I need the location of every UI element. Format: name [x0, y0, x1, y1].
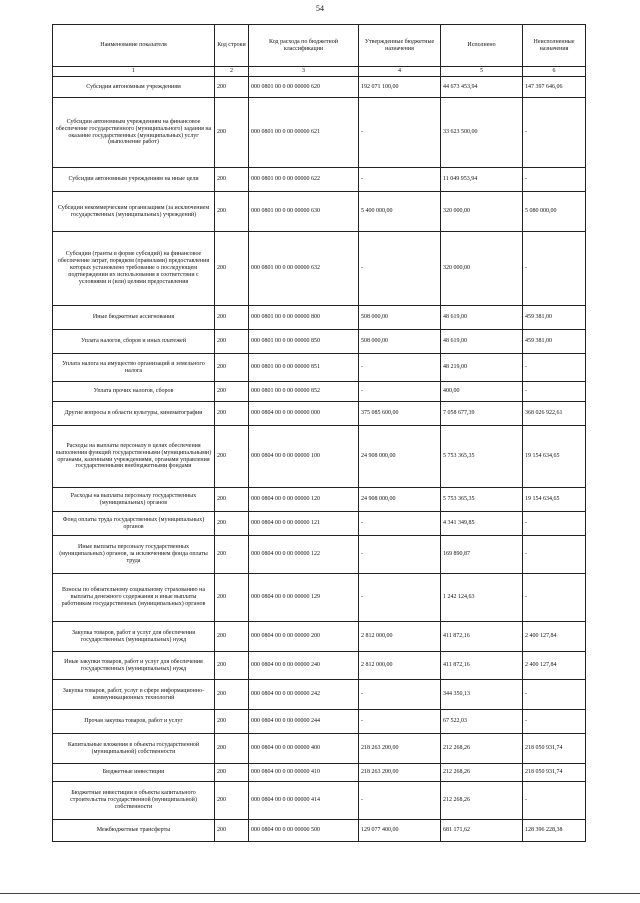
row-executed: 48 619,00 [441, 330, 523, 354]
row-name: Уплата прочих налогов, сборов [53, 382, 215, 402]
row-classification-code: 000 0801 00 0 00 00000 620 [249, 77, 359, 98]
row-name: Бюджетные инвестиции в объекты капитального строительства государственной (муниципальной) собственности [53, 782, 215, 820]
row-approved: - [359, 168, 441, 192]
row-line-code: 200 [215, 192, 249, 232]
row-unexecuted: 2 400 127,84 [523, 652, 586, 680]
table-row [53, 652, 586, 680]
column-number: 4 [359, 67, 441, 77]
row-classification-code: 000 0801 00 0 00 00000 630 [249, 192, 359, 232]
row-classification-code: 000 0801 00 0 00 00000 632 [249, 232, 359, 306]
row-executed: 4 341 349,85 [441, 512, 523, 536]
row-classification-code: 000 0804 00 0 00 00000 100 [249, 426, 359, 488]
row-executed: 5 753 365,35 [441, 488, 523, 512]
row-line-code: 200 [215, 488, 249, 512]
row-executed: 212 268,26 [441, 764, 523, 782]
row-classification-code: 000 0804 00 0 00 00000 121 [249, 512, 359, 536]
row-classification-code: 000 0804 00 0 00 00000 400 [249, 734, 359, 764]
row-classification-code: 000 0804 00 0 00 00000 500 [249, 820, 359, 842]
header-approved: Утвержденные бюджетные назначения [359, 25, 441, 67]
row-unexecuted: 19 154 634,65 [523, 488, 586, 512]
row-line-code: 200 [215, 710, 249, 734]
row-unexecuted: 19 154 634,65 [523, 426, 586, 488]
header-classification-code: Код расхода по бюджетной классификации [249, 25, 359, 67]
row-name: Субсидии автономным учреждениям [53, 77, 215, 98]
column-number: 3 [249, 67, 359, 77]
row-executed: 320 000,00 [441, 192, 523, 232]
row-approved: - [359, 680, 441, 710]
row-classification-code: 000 0804 00 0 00 00000 120 [249, 488, 359, 512]
row-approved: - [359, 98, 441, 168]
row-name: Субсидии автономным учреждениям на финансовое обеспечение государственного (муниципального) задания на оказание государственных (муниципальных) услуг (выполнение работ) [53, 98, 215, 168]
row-name: Субсидии некоммерческим организациям (за исключением государственных (муниципальных) учреждений) [53, 192, 215, 232]
row-unexecuted: - [523, 710, 586, 734]
row-name: Взносы по обязательному социальному страхованию на выплаты денежного содержания и иные выплаты работникам государственных (муниципальных) органов [53, 574, 215, 622]
page-bottom-rule [0, 893, 640, 894]
row-classification-code: 000 0804 00 0 00 00000 244 [249, 710, 359, 734]
row-unexecuted: - [523, 680, 586, 710]
row-line-code: 200 [215, 536, 249, 574]
row-name: Другие вопросы в области культуры, кинематографии [53, 402, 215, 426]
row-line-code: 200 [215, 382, 249, 402]
row-name: Расходы на выплаты персоналу в целях обеспечения выполнения функций государственными (муниципальными) органами, казенными учреждениями, органами управления государственными внебюджетными фондами [53, 426, 215, 488]
column-number: 5 [441, 67, 523, 77]
row-approved: - [359, 710, 441, 734]
row-unexecuted: - [523, 168, 586, 192]
row-unexecuted: 218 050 931,74 [523, 764, 586, 782]
budget-execution-table [52, 24, 586, 842]
table-row [53, 306, 586, 330]
table-row [53, 192, 586, 232]
row-unexecuted: 459 381,00 [523, 330, 586, 354]
row-executed: 7 058 677,39 [441, 402, 523, 426]
row-line-code: 200 [215, 168, 249, 192]
header-name: Наименование показателя [53, 25, 215, 67]
row-name: Прочая закупка товаров, работ и услуг [53, 710, 215, 734]
table-row [53, 764, 586, 782]
row-line-code: 200 [215, 426, 249, 488]
page-number: 54 [316, 4, 324, 13]
row-unexecuted: 368 026 922,61 [523, 402, 586, 426]
row-approved: 24 908 000,00 [359, 488, 441, 512]
row-approved: 192 071 100,00 [359, 77, 441, 98]
row-name: Иные закупки товаров, работ и услуг для обеспечения государственных (муниципальных) нужд [53, 652, 215, 680]
row-line-code: 200 [215, 232, 249, 306]
table-row [53, 168, 586, 192]
table-row [53, 710, 586, 734]
row-unexecuted: - [523, 382, 586, 402]
column-number: 6 [523, 67, 586, 77]
row-unexecuted: 147 397 646,06 [523, 77, 586, 98]
table-row [53, 734, 586, 764]
row-executed: 1 242 124,63 [441, 574, 523, 622]
table-row [53, 488, 586, 512]
row-line-code: 200 [215, 782, 249, 820]
row-unexecuted: - [523, 536, 586, 574]
row-classification-code: 000 0804 00 0 00 00000 129 [249, 574, 359, 622]
table-row [53, 574, 586, 622]
row-classification-code: 000 0804 00 0 00 00000 242 [249, 680, 359, 710]
row-classification-code: 000 0804 00 0 00 00000 414 [249, 782, 359, 820]
table-row [53, 512, 586, 536]
row-name: Субсидии (гранты в форме субсидий) на финансовое обеспечение затрат, порядком (правилами) предоставления которых установлено требование о последующем подтверждении их использования в соответствии с условиями и (или) целями предоставления [53, 232, 215, 306]
row-unexecuted: - [523, 782, 586, 820]
row-executed: 169 890,87 [441, 536, 523, 574]
row-classification-code: 000 0801 00 0 00 00000 852 [249, 382, 359, 402]
row-name: Бюджетные инвестиции [53, 764, 215, 782]
row-line-code: 200 [215, 820, 249, 842]
row-approved: 5 400 000,00 [359, 192, 441, 232]
row-name: Уплата налога на имущество организаций и земельного налога [53, 354, 215, 382]
row-line-code: 200 [215, 98, 249, 168]
row-name: Межбюджетные трансферты [53, 820, 215, 842]
row-name: Иные выплаты персоналу государственных (муниципальных) органов, за исключением фонда оплаты труда [53, 536, 215, 574]
row-executed: 11 049 953,94 [441, 168, 523, 192]
row-unexecuted: 128 396 228,38 [523, 820, 586, 842]
row-executed: 411 872,16 [441, 622, 523, 652]
row-classification-code: 000 0804 00 0 00 00000 000 [249, 402, 359, 426]
row-approved: 375 085 600,00 [359, 402, 441, 426]
header-executed: Исполнено [441, 25, 523, 67]
row-approved: 2 812 000,00 [359, 622, 441, 652]
row-line-code: 200 [215, 574, 249, 622]
row-classification-code: 000 0801 00 0 00 00000 851 [249, 354, 359, 382]
table-row [53, 426, 586, 488]
table-row [53, 402, 586, 426]
row-line-code: 200 [215, 764, 249, 782]
table-row [53, 622, 586, 652]
row-executed: 5 753 365,35 [441, 426, 523, 488]
row-classification-code: 000 0804 00 0 00 00000 240 [249, 652, 359, 680]
row-unexecuted: 218 050 931,74 [523, 734, 586, 764]
row-classification-code: 000 0804 00 0 00 00000 410 [249, 764, 359, 782]
row-classification-code: 000 0801 00 0 00 00000 621 [249, 98, 359, 168]
row-unexecuted: - [523, 512, 586, 536]
table-row [53, 382, 586, 402]
row-approved: - [359, 512, 441, 536]
row-approved: - [359, 354, 441, 382]
row-name: Капитальные вложения в объекты государственной (муниципальной) собственности [53, 734, 215, 764]
table-row [53, 77, 586, 98]
row-unexecuted: 2 400 127,84 [523, 622, 586, 652]
row-classification-code: 000 0801 00 0 00 00000 800 [249, 306, 359, 330]
row-line-code: 200 [215, 622, 249, 652]
row-line-code: 200 [215, 330, 249, 354]
row-executed: 400,00 [441, 382, 523, 402]
row-name: Иные бюджетные ассигнования [53, 306, 215, 330]
row-name: Закупка товаров, работ и услуг для обеспечения государственных (муниципальных) нужд [53, 622, 215, 652]
row-approved: 218 263 200,00 [359, 764, 441, 782]
table-row [53, 536, 586, 574]
row-approved: 24 908 000,00 [359, 426, 441, 488]
row-unexecuted: 5 080 000,00 [523, 192, 586, 232]
row-unexecuted: - [523, 232, 586, 306]
row-name: Расходы на выплаты персоналу государственных (муниципальных) органов [53, 488, 215, 512]
row-executed: 320 000,00 [441, 232, 523, 306]
table-row [53, 782, 586, 820]
row-executed: 33 623 500,00 [441, 98, 523, 168]
row-classification-code: 000 0804 00 0 00 00000 200 [249, 622, 359, 652]
row-approved: 129 077 400,00 [359, 820, 441, 842]
row-approved: 508 000,00 [359, 330, 441, 354]
table-row [53, 330, 586, 354]
row-name: Уплата налогов, сборов и иных платежей [53, 330, 215, 354]
row-name: Закупка товаров, работ, услуг в сфере информационно-коммуникационных технологий [53, 680, 215, 710]
row-line-code: 200 [215, 354, 249, 382]
row-line-code: 200 [215, 680, 249, 710]
header-unexecuted: Неисполненные назначения [523, 25, 586, 67]
row-approved: 218 263 200,00 [359, 734, 441, 764]
table-row [53, 820, 586, 842]
column-number: 1 [53, 67, 215, 77]
row-approved: - [359, 782, 441, 820]
row-approved: 2 812 000,00 [359, 652, 441, 680]
row-approved: 508 000,00 [359, 306, 441, 330]
row-unexecuted: - [523, 574, 586, 622]
row-executed: 67 522,03 [441, 710, 523, 734]
row-unexecuted: - [523, 98, 586, 168]
row-line-code: 200 [215, 77, 249, 98]
row-approved: - [359, 232, 441, 306]
row-executed: 44 673 453,94 [441, 77, 523, 98]
table-row [53, 98, 586, 168]
row-line-code: 200 [215, 734, 249, 764]
table-row [53, 354, 586, 382]
row-unexecuted: 459 381,00 [523, 306, 586, 330]
row-unexecuted: - [523, 354, 586, 382]
row-approved: - [359, 536, 441, 574]
row-executed: 48 619,00 [441, 306, 523, 330]
header-line-code: Код строки [215, 25, 249, 67]
row-classification-code: 000 0801 00 0 00 00000 622 [249, 168, 359, 192]
row-executed: 48 219,00 [441, 354, 523, 382]
row-line-code: 200 [215, 306, 249, 330]
row-executed: 411 872,16 [441, 652, 523, 680]
row-classification-code: 000 0801 00 0 00 00000 850 [249, 330, 359, 354]
row-executed: 212 268,26 [441, 734, 523, 764]
row-line-code: 200 [215, 512, 249, 536]
row-classification-code: 000 0804 00 0 00 00000 122 [249, 536, 359, 574]
table-row [53, 232, 586, 306]
row-name: Фонд оплаты труда государственных (муниципальных) органов [53, 512, 215, 536]
column-number: 2 [215, 67, 249, 77]
row-executed: 681 171,62 [441, 820, 523, 842]
row-name: Субсидии автономным учреждениям на иные цели [53, 168, 215, 192]
row-approved: - [359, 574, 441, 622]
row-line-code: 200 [215, 402, 249, 426]
row-executed: 344 350,13 [441, 680, 523, 710]
table-row [53, 680, 586, 710]
row-approved: - [359, 382, 441, 402]
row-executed: 212 268,26 [441, 782, 523, 820]
row-line-code: 200 [215, 652, 249, 680]
